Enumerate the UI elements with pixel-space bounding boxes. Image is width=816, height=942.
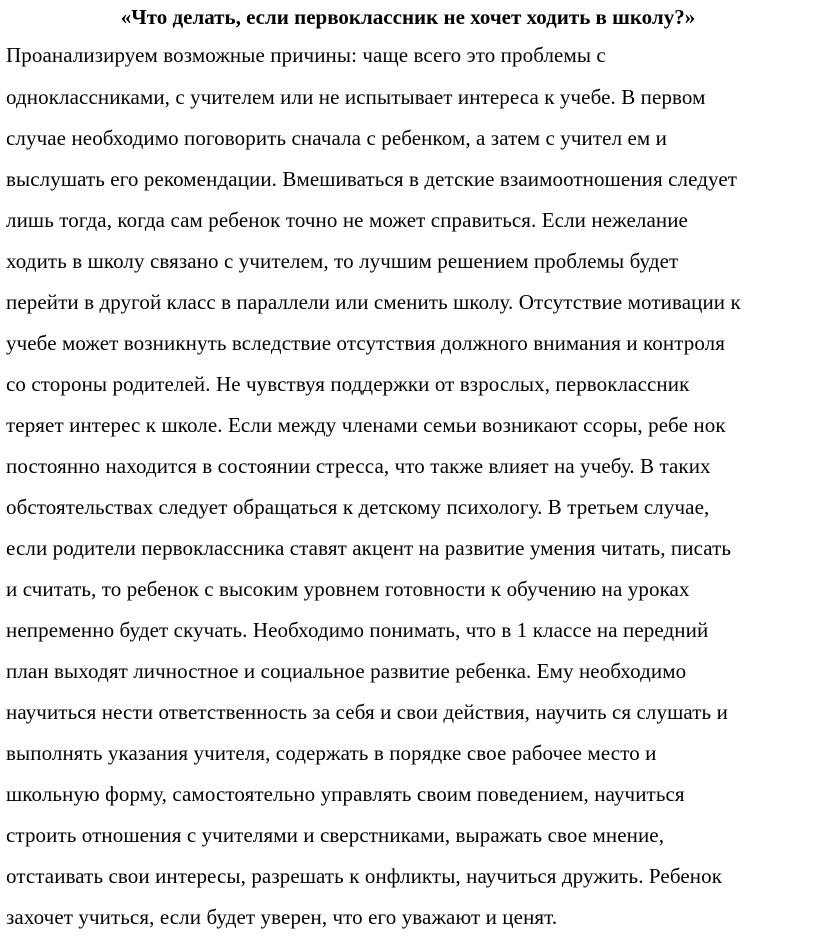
- body-line-6: ходить в школу связано с учителем, то лучшим решением проблемы будет: [6, 249, 679, 273]
- body-line-1: Проанализируем возможные причины: чаще всего это проблемы с: [6, 43, 606, 67]
- body-line-3: случае необходимо поговорить сначала с ребенком, а затем с учител ем и: [6, 126, 668, 150]
- body-line-22: захочет учиться, если будет уверен, что его уважают и ценят.: [6, 905, 558, 929]
- body-line-9: со стороны родителей. Не чувствуя поддержки от взрослых, первоклассник: [6, 372, 690, 396]
- body-line-7: перейти в другой класс в параллели или сменить школу. Отсутствие мотивации к: [6, 290, 741, 314]
- body-line-19: школьную форму, самостоятельно управлять своим поведением, научиться: [6, 782, 685, 806]
- body-line-10: теряет интерес к школе. Если между членами семьи возникают ссоры, ребе нок: [6, 413, 726, 437]
- body-line-17: научиться нести ответственность за себя и свои действия, научить ся слушать и: [6, 700, 728, 724]
- body-line-4: выслушать его рекомендации. Вмешиваться в детские взаимоотношения следует: [6, 167, 738, 191]
- body-line-11: постоянно находится в состоянии стресса, что также влияет на учебу. В таких: [6, 454, 711, 478]
- body-line-21: отстаивать свои интересы, разрешать к онфликты, научиться дружить. Ребенок: [6, 864, 723, 888]
- body-line-15: непременно будет скучать. Необходимо понимать, что в 1 классе на передний: [6, 618, 709, 642]
- body-line-12: обстоятельствах следует обращаться к детскому психологу. В третьем случае,: [6, 495, 710, 519]
- document-title: «Что делать, если первоклассник не хочет ходить в школу?»: [120, 5, 696, 29]
- body-line-13: если родители первоклассника ставят акцент на развитие умения читать, писать: [6, 536, 732, 560]
- body-line-5: лишь тогда, когда сам ребенок точно не может справиться. Если нежелание: [6, 208, 688, 232]
- body-line-16: план выходят личностное и социальное развитие ребенка. Ему необходимо: [6, 659, 687, 683]
- body-line-18: выполнять указания учителя, содержать в порядке свое рабочее место и: [6, 741, 657, 765]
- body-line-8: учебе может возникнуть вследствие отсутствия должного внимания и контроля: [6, 331, 726, 355]
- body-line-20: строить отношения с учителями и сверстниками, выражать свое мнение,: [6, 823, 665, 847]
- body-line-14: и считать, то ребенок с высоким уровнем готовности к обучению на уроках: [6, 577, 690, 601]
- body-line-2: одноклассниками, с учителем или не испытывает интереса к учебе. В первом: [6, 85, 706, 109]
